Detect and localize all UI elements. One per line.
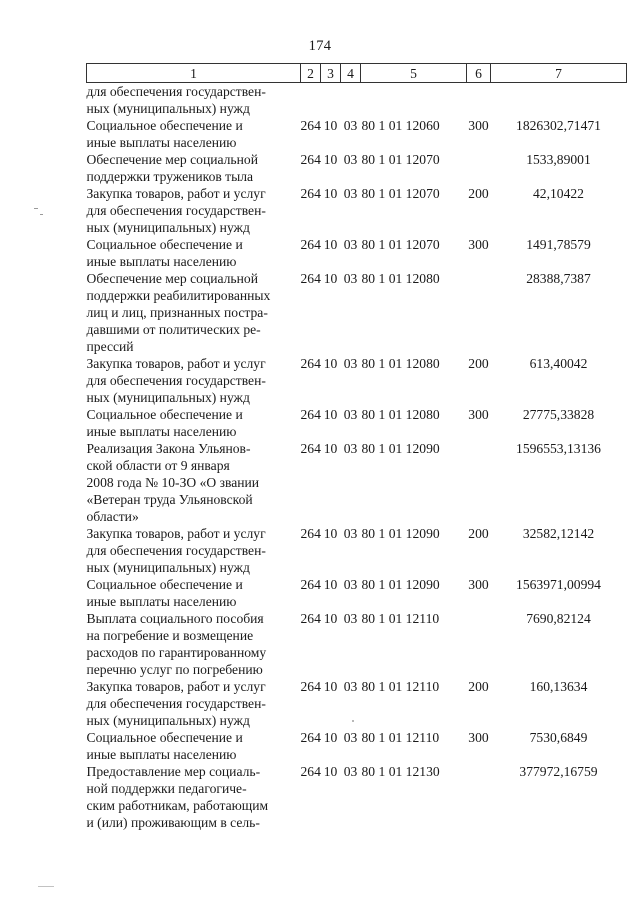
- cell-amount: 28388,7387: [526, 271, 591, 286]
- table-row: [87, 763, 627, 831]
- cell-expense-type: [467, 151, 491, 185]
- table-row: [87, 151, 627, 185]
- cell-ministry: 264: [300, 152, 321, 167]
- cell-amount: 42,10422: [533, 186, 584, 201]
- row-name-line: для обеспечения государствен-: [86, 84, 266, 99]
- row-name-line: Закупка товаров, работ и услуг: [86, 679, 266, 694]
- cell-amount: 1826302,71471: [516, 118, 601, 133]
- row-name-line: Реализация Закона Ульянов-: [86, 441, 251, 456]
- cell-target-article: [361, 83, 467, 118]
- cell-section: [321, 83, 341, 118]
- row-name: [87, 236, 301, 270]
- table-row: [87, 440, 627, 525]
- row-name: [87, 406, 301, 440]
- cell-amount: 32582,12142: [522, 526, 595, 541]
- scan-artifact: [40, 214, 43, 215]
- row-name: [87, 525, 301, 576]
- row-name-line: ской области от 9 января: [86, 458, 230, 473]
- header-col-1: 1: [87, 64, 301, 83]
- cell-section: 10: [323, 237, 338, 252]
- table-row: [87, 678, 627, 729]
- table-row: [87, 729, 627, 763]
- cell-target-article: 80 1 01 12090: [361, 526, 440, 541]
- cell-expense-type: 300: [468, 118, 489, 133]
- cell-section: 10: [323, 526, 338, 541]
- row-name-line: ных (муниципальных) нужд: [86, 220, 250, 235]
- row-name: [87, 185, 301, 236]
- cell-ministry: 264: [300, 577, 321, 592]
- cell-target-article: 80 1 01 12070: [361, 237, 440, 252]
- cell-amount: 1533,89001: [526, 152, 591, 167]
- row-name: [87, 117, 301, 151]
- cell-section: 10: [323, 271, 338, 286]
- header-col-6: 6: [467, 64, 491, 83]
- row-name-line: иные выплаты населению: [86, 135, 237, 150]
- row-name-line: Социальное обеспечение и: [86, 118, 243, 133]
- row-name-line: поддержки реабилитированных: [86, 288, 271, 303]
- cell-amount: 7690,82124: [526, 611, 591, 626]
- cell-expense-type: 300: [468, 730, 489, 745]
- cell-section: 10: [323, 441, 338, 456]
- cell-ministry: 264: [300, 679, 321, 694]
- header-col-4: 4: [341, 64, 361, 83]
- row-name-line: перечню услуг по погребению: [86, 662, 263, 677]
- row-name-line: для обеспечения государствен-: [86, 203, 266, 218]
- row-name-line: Социальное обеспечение и: [86, 730, 243, 745]
- row-name-line: Предоставление мер социаль-: [86, 764, 261, 779]
- cell-subsection: 03: [343, 356, 358, 371]
- cell-expense-type: [467, 83, 491, 118]
- cell-amount: 613,40042: [529, 356, 588, 371]
- header-col-7: 7: [491, 64, 627, 83]
- row-name-line: расходов по гарантированному: [86, 645, 267, 660]
- table-row: [87, 406, 627, 440]
- cell-subsection: 03: [343, 186, 358, 201]
- row-name-line: давшими от политических ре-: [86, 322, 261, 337]
- cell-subsection: 03: [343, 237, 358, 252]
- table-row: [87, 236, 627, 270]
- row-name-line: Социальное обеспечение и: [86, 577, 243, 592]
- cell-section: 10: [323, 186, 338, 201]
- row-name-line: ных (муниципальных) нужд: [86, 713, 250, 728]
- cell-target-article: 80 1 01 12110: [361, 679, 440, 694]
- cell-subsection: 03: [343, 407, 358, 422]
- row-name-line: ных (муниципальных) нужд: [86, 560, 250, 575]
- cell-expense-type: [467, 763, 491, 831]
- row-name: [87, 355, 301, 406]
- row-name-line: 2008 года № 10-ЗО «О звании: [86, 475, 260, 490]
- cell-target-article: 80 1 01 12080: [361, 356, 440, 371]
- cell-subsection: 03: [343, 730, 358, 745]
- cell-ministry: 264: [300, 611, 321, 626]
- row-name: [87, 763, 301, 831]
- cell-ministry: [301, 83, 321, 118]
- cell-ministry: 264: [300, 271, 321, 286]
- cell-expense-type: 200: [468, 356, 489, 371]
- header-col-5: 5: [361, 64, 467, 83]
- cell-ministry: 264: [300, 441, 321, 456]
- header-col-3: 3: [321, 64, 341, 83]
- row-name-line: лиц и лиц, признанных постра-: [86, 305, 268, 320]
- cell-target-article: 80 1 01 12060: [361, 118, 440, 133]
- row-name-line: иные выплаты населению: [86, 594, 237, 609]
- row-name-line: Социальное обеспечение и: [86, 407, 243, 422]
- header-col-2: 2: [301, 64, 321, 83]
- table-row: [87, 355, 627, 406]
- cell-section: 10: [323, 152, 338, 167]
- row-name-line: на погребение и возмещение: [86, 628, 254, 643]
- table-header-row: [87, 64, 627, 83]
- cell-expense-type: 200: [468, 679, 489, 694]
- row-name: [87, 440, 301, 525]
- cell-section: 10: [323, 356, 338, 371]
- cell-subsection: 03: [343, 118, 358, 133]
- cell-expense-type: [467, 610, 491, 678]
- cell-subsection: 03: [343, 526, 358, 541]
- table-row: [87, 185, 627, 236]
- table-row: [87, 576, 627, 610]
- row-name-line: Закупка товаров, работ и услуг: [86, 356, 266, 371]
- row-name: [87, 610, 301, 678]
- row-name-line: «Ветеран труда Ульяновской: [86, 492, 253, 507]
- cell-target-article: 80 1 01 12110: [361, 611, 440, 626]
- cell-target-article: 80 1 01 12130: [361, 764, 440, 779]
- page-number: 174: [308, 38, 332, 54]
- cell-amount: 1563971,00994: [516, 577, 601, 592]
- row-name-line: ных (муниципальных) нужд: [86, 390, 250, 405]
- row-name-line: поддержки тружеников тыла: [86, 169, 254, 184]
- cell-subsection: 03: [343, 441, 358, 456]
- row-name-line: для обеспечения государствен-: [86, 696, 266, 711]
- cell-amount: 160,13634: [529, 679, 588, 694]
- cell-target-article: 80 1 01 12090: [361, 441, 440, 456]
- row-name-line: ной поддержки педагогиче-: [86, 781, 247, 796]
- row-name: [87, 151, 301, 185]
- cell-subsection: [341, 83, 361, 118]
- row-name-line: для обеспечения государствен-: [86, 373, 266, 388]
- cell-ministry: 264: [300, 237, 321, 252]
- row-name-line: иные выплаты населению: [86, 424, 237, 439]
- cell-expense-type: 300: [468, 577, 489, 592]
- row-name-line: Выплата социального пособия: [86, 611, 264, 626]
- cell-target-article: 80 1 01 12070: [361, 186, 440, 201]
- row-name-line: Социальное обеспечение и: [86, 237, 243, 252]
- cell-subsection: 03: [343, 271, 358, 286]
- cell-target-article: 80 1 01 12070: [361, 152, 440, 167]
- row-name-line: области»: [86, 509, 139, 524]
- table-row: [87, 83, 627, 118]
- scan-artifact: [34, 208, 38, 209]
- table-header: [87, 64, 627, 83]
- cell-expense-type: 200: [468, 526, 489, 541]
- cell-amount: [491, 83, 627, 118]
- cell-subsection: 03: [343, 764, 358, 779]
- budget-table: [86, 63, 627, 831]
- table-row: [87, 270, 627, 355]
- row-name-line: и (или) проживающим в сель-: [86, 815, 260, 830]
- cell-target-article: 80 1 01 12080: [361, 271, 440, 286]
- cell-ministry: 264: [300, 730, 321, 745]
- table-body: [87, 83, 627, 832]
- scan-artifact: [352, 720, 354, 722]
- cell-expense-type: 300: [468, 237, 489, 252]
- cell-expense-type: [467, 440, 491, 525]
- row-name-line: для обеспечения государствен-: [86, 543, 266, 558]
- row-name-line: ных (муниципальных) нужд: [86, 101, 250, 116]
- row-name-line: Закупка товаров, работ и услуг: [86, 526, 266, 541]
- cell-section: 10: [323, 730, 338, 745]
- row-name-line: Обеспечение мер социальной: [86, 271, 258, 286]
- cell-expense-type: [467, 270, 491, 355]
- row-name-line: ским работникам, работающим: [86, 798, 269, 813]
- cell-section: 10: [323, 611, 338, 626]
- cell-target-article: 80 1 01 12080: [361, 407, 440, 422]
- cell-subsection: 03: [343, 611, 358, 626]
- cell-amount: 377972,16759: [519, 764, 598, 779]
- cell-ministry: 264: [300, 186, 321, 201]
- cell-amount: 1596553,13136: [516, 441, 601, 456]
- cell-section: 10: [323, 679, 338, 694]
- cell-amount: 27775,33828: [522, 407, 595, 422]
- row-name: [87, 270, 301, 355]
- row-name-line: Обеспечение мер социальной: [86, 152, 258, 167]
- row-name: [87, 729, 301, 763]
- cell-expense-type: 300: [468, 407, 489, 422]
- table-row: [87, 525, 627, 576]
- scan-artifact: [38, 886, 54, 887]
- cell-section: 10: [323, 407, 338, 422]
- row-name-line: Закупка товаров, работ и услуг: [86, 186, 266, 201]
- cell-ministry: 264: [300, 118, 321, 133]
- cell-ministry: 264: [300, 356, 321, 371]
- row-name: [87, 83, 301, 118]
- row-name-line: прессий: [86, 339, 134, 354]
- cell-target-article: 80 1 01 12090: [361, 577, 440, 592]
- cell-amount: 7530,6849: [529, 730, 588, 745]
- row-name-line: иные выплаты населению: [86, 747, 237, 762]
- cell-section: 10: [323, 764, 338, 779]
- cell-subsection: 03: [343, 152, 358, 167]
- table-row: [87, 610, 627, 678]
- cell-section: 10: [323, 118, 338, 133]
- cell-section: 10: [323, 577, 338, 592]
- cell-amount: 1491,78579: [526, 237, 591, 252]
- row-name: [87, 576, 301, 610]
- row-name: [87, 678, 301, 729]
- cell-target-article: 80 1 01 12110: [361, 730, 440, 745]
- table-row: [87, 117, 627, 151]
- cell-subsection: 03: [343, 577, 358, 592]
- cell-ministry: 264: [300, 407, 321, 422]
- cell-ministry: 264: [300, 526, 321, 541]
- row-name-line: иные выплаты населению: [86, 254, 237, 269]
- cell-ministry: 264: [300, 764, 321, 779]
- cell-expense-type: 200: [468, 186, 489, 201]
- cell-subsection: 03: [343, 679, 358, 694]
